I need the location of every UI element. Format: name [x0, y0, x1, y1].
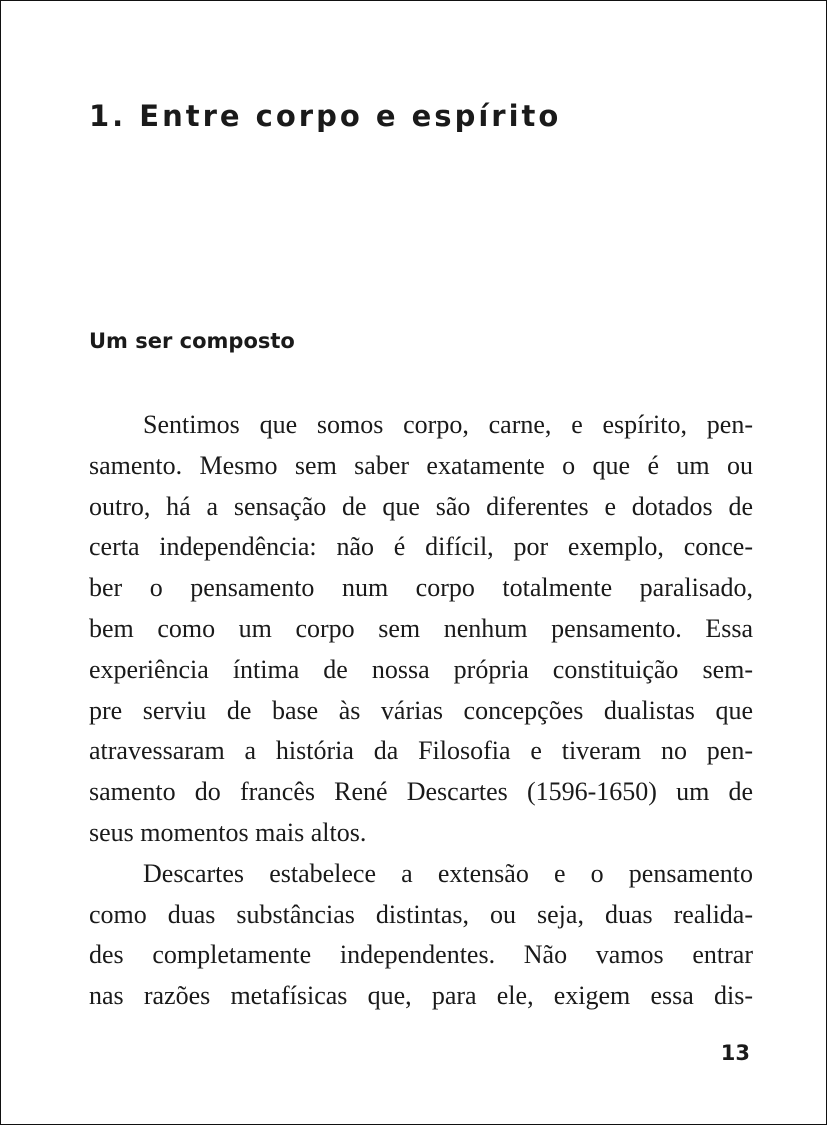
page-number: 13 — [720, 1041, 750, 1065]
section-heading: Um ser composto — [89, 329, 295, 353]
text-line: como duas substâncias distintas, ou seja, duas realida- — [89, 899, 753, 929]
text-line: samento do francês René Descartes (1596-1650) um de — [89, 777, 753, 807]
text-line: bem como um corpo sem nenhum pensamento. Essa — [89, 613, 753, 643]
text-line: Descartes estabelece a extensão e o pensamento — [143, 858, 753, 888]
body-text — [89, 405, 753, 1017]
text-line: pre serviu de base às várias concepções dualistas que — [89, 695, 753, 725]
paragraph-1 — [89, 405, 753, 854]
text-line: experiência íntima de nossa própria constituição sem- — [89, 654, 753, 684]
text-line: samento. Mesmo sem saber exatamente o que é um ou — [89, 450, 753, 480]
text-line: nas razões metafísicas que, para ele, exigem essa dis- — [89, 981, 753, 1011]
text-line: certa independência: não é difícil, por exemplo, conce- — [89, 532, 753, 562]
text-line: des completamente independentes. Não vamos entrar — [89, 940, 753, 970]
text-line: ber o pensamento num corpo totalmente paralisado, — [89, 573, 753, 603]
text-line: atravessaram a história da Filosofia e tiveram no pen- — [89, 736, 753, 766]
text-line: outro, há a sensação de que são diferentes e dotados de — [89, 491, 753, 521]
paragraph-2 — [89, 854, 753, 1017]
chapter-title: 1. Entre corpo e espírito — [89, 99, 562, 133]
text-line: Sentimos que somos corpo, carne, e espírito, pen- — [143, 410, 753, 439]
text-line: seus momentos mais altos. — [89, 817, 367, 847]
